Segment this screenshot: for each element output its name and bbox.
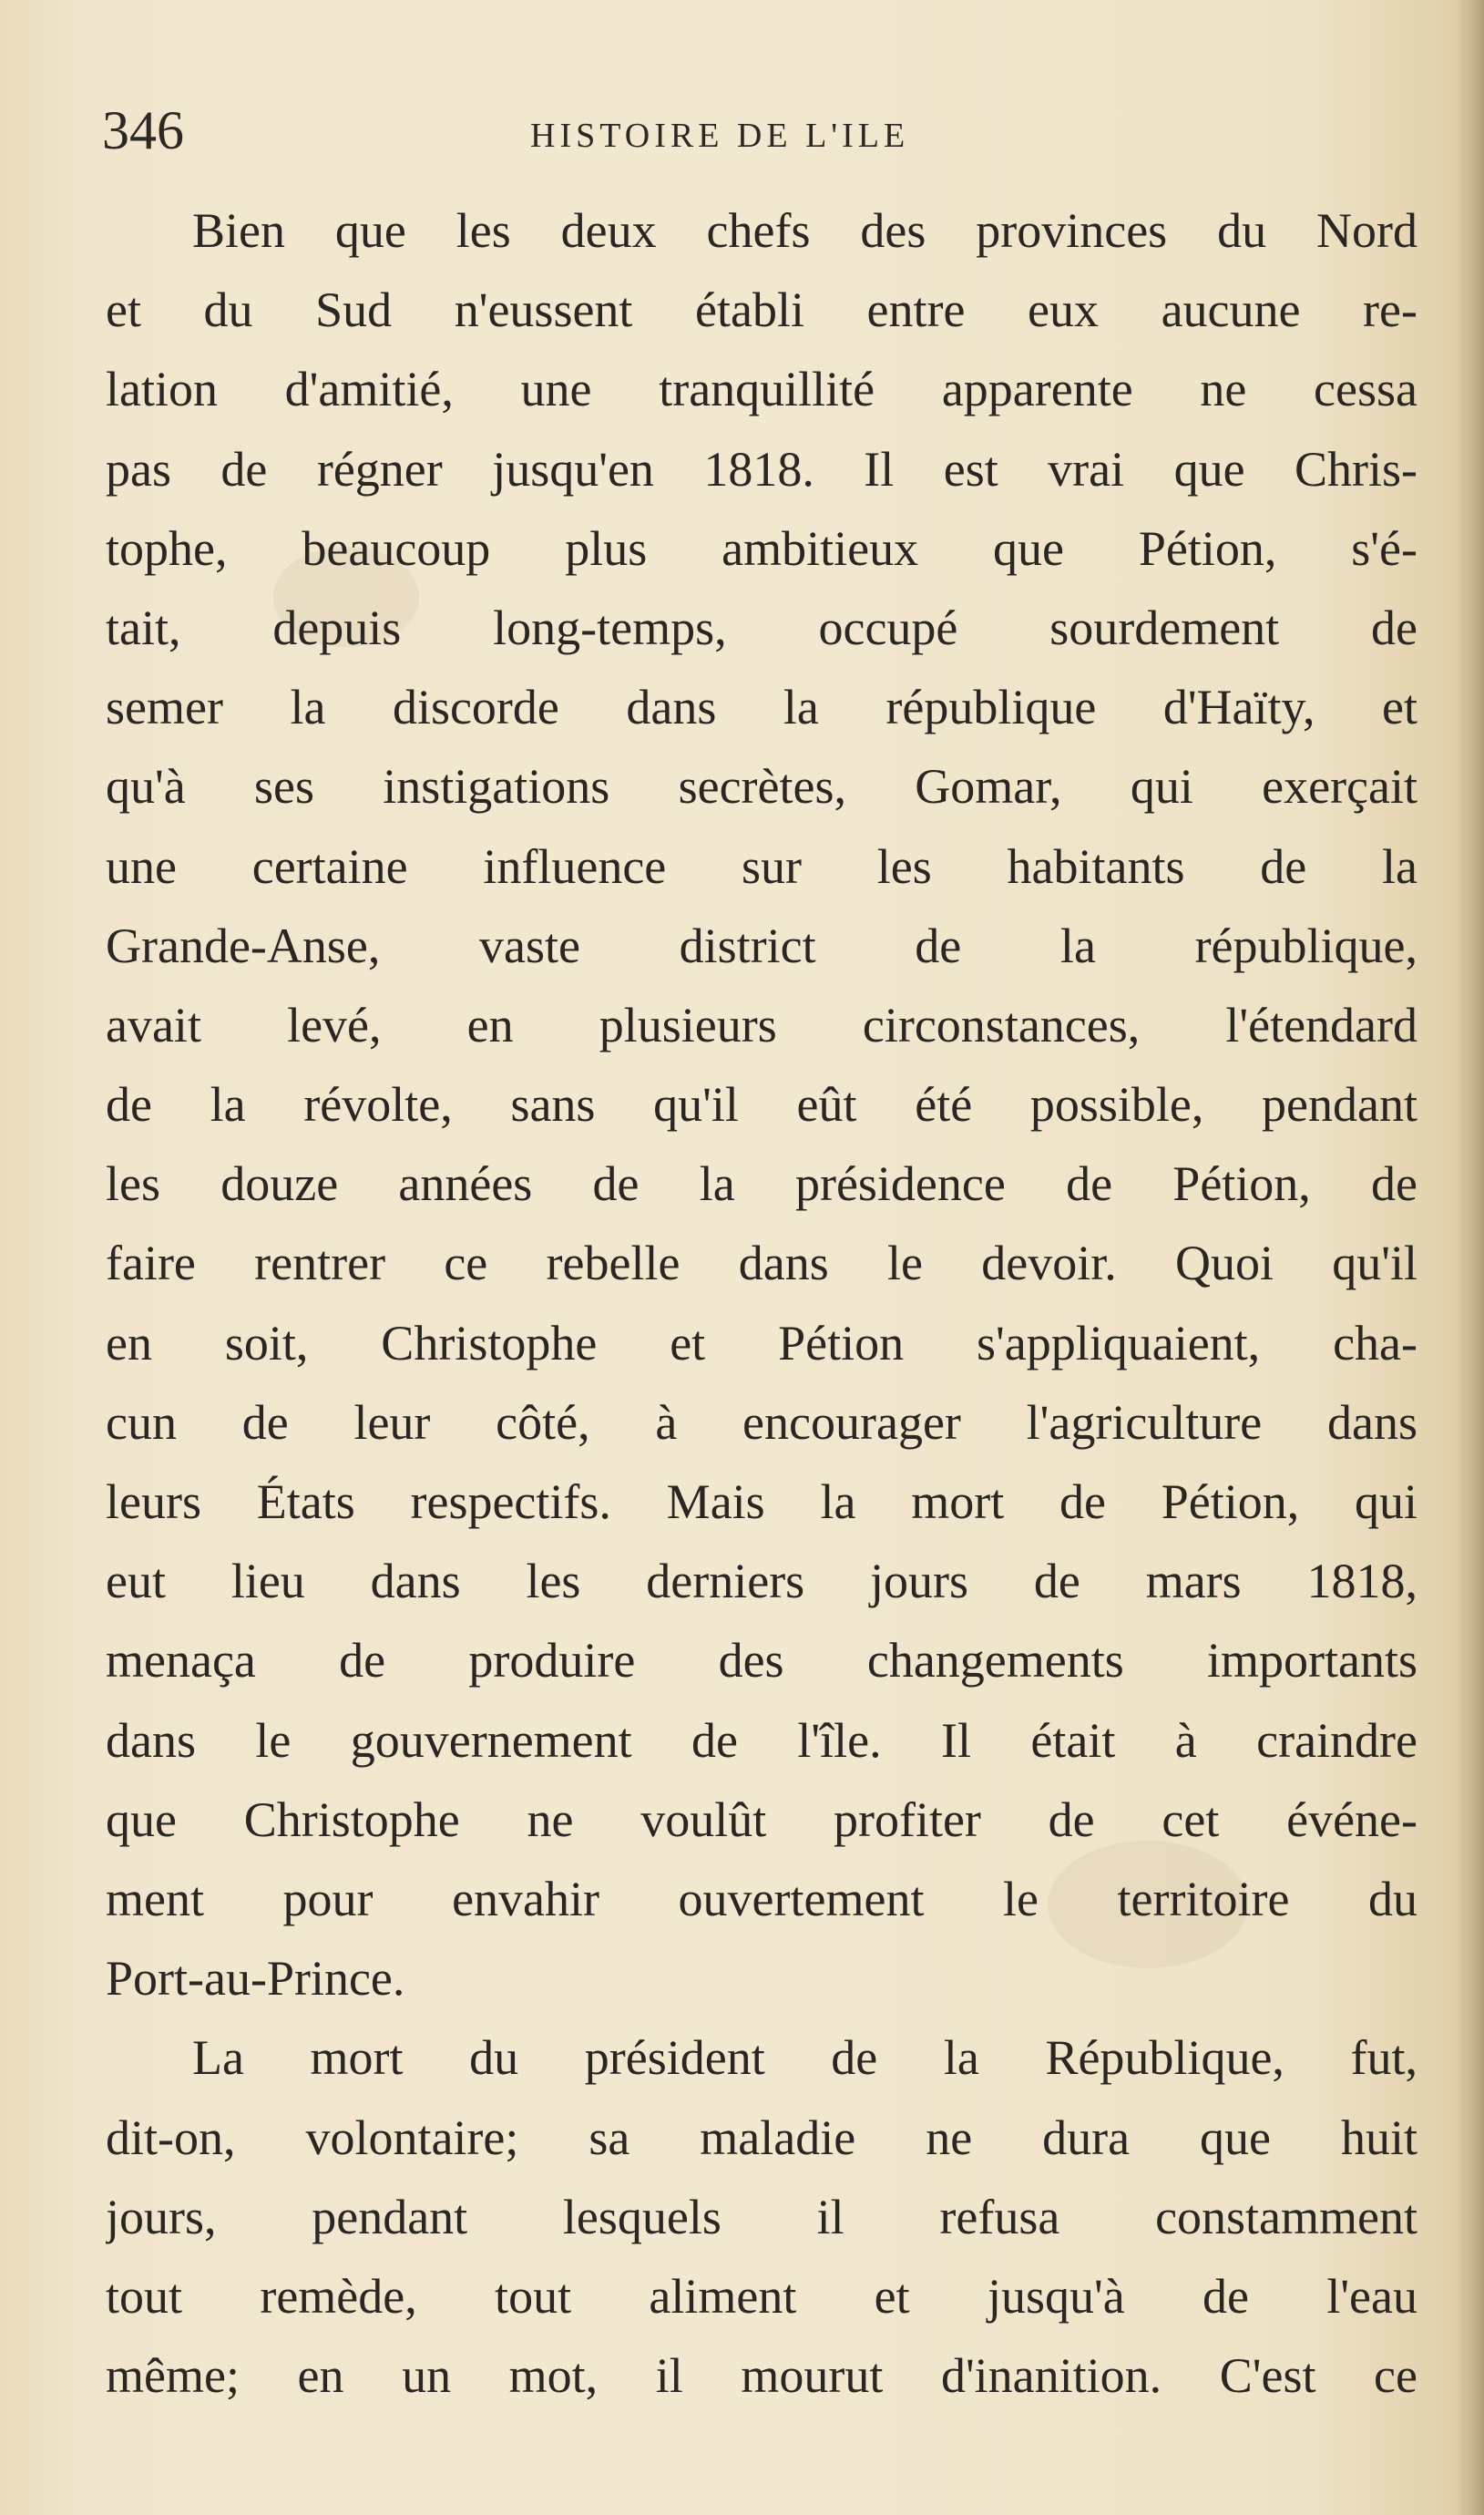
body-text bbox=[106, 191, 1417, 2416]
text-line: dit-on, volontaire; sa maladie ne dura que huit bbox=[106, 2110, 1417, 2165]
text-line: ment pour envahir ouvertement le territoire du bbox=[106, 1871, 1417, 1926]
text-line: menaça de produire des changements importants bbox=[106, 1633, 1417, 1689]
text-line: et du Sud n'eussent établi entre eux aucune re- bbox=[106, 282, 1417, 338]
text-line: Grande-Anse, vaste district de la république, bbox=[106, 918, 1417, 973]
text-line: La mort du président de la République, fut, bbox=[192, 2030, 1417, 2086]
paragraph bbox=[106, 2018, 1417, 2416]
text-line: faire rentrer ce rebelle dans le devoir. Quoi qu'il bbox=[106, 1236, 1417, 1291]
text-line: de la révolte, sans qu'il eût été possible, pendant bbox=[106, 1077, 1417, 1133]
text-line: Port-au-Prince. bbox=[106, 1951, 405, 2007]
text-line: tait, depuis long-temps, occupé sourdement de bbox=[106, 600, 1417, 655]
text-line: semer la discorde dans la république d'Haïty, et bbox=[106, 680, 1417, 735]
text-line: cun de leur côté, à encourager l'agriculture dans bbox=[106, 1394, 1417, 1450]
text-line: dans le gouvernement de l'île. Il était à craindre bbox=[106, 1712, 1417, 1768]
text-line: les douze années de la présidence de Pétion, de bbox=[106, 1156, 1417, 1212]
text-line: tout remède, tout aliment et jusqu'à de l'eau bbox=[106, 2268, 1417, 2324]
text-line: lation d'amitié, une tranquillité apparente ne cessa bbox=[106, 362, 1417, 417]
text-line: en soit, Christophe et Pétion s'appliquaient, cha- bbox=[106, 1315, 1417, 1370]
text-line: pas de régner jusqu'en 1818. Il est vrai que Chris- bbox=[106, 441, 1417, 497]
paragraph bbox=[106, 191, 1417, 2018]
text-line: même; en un mot, il mourut d'inanition. C'est ce bbox=[106, 2348, 1417, 2404]
text-line: jours, pendant lesquels il refusa constamment bbox=[106, 2189, 1417, 2244]
running-head: HISTOIRE DE L'ILE bbox=[530, 117, 910, 155]
page-number: 346 bbox=[102, 100, 184, 160]
text-line: leurs États respectifs. Mais la mort de Pétion, qui bbox=[106, 1474, 1417, 1529]
text-line: tophe, beaucoup plus ambitieux que Pétion, s'é- bbox=[106, 520, 1417, 576]
page-edge-shadow bbox=[1457, 0, 1484, 2515]
text-line: avait levé, en plusieurs circonstances, l'étendard bbox=[106, 997, 1417, 1052]
text-line: Bien que les deux chefs des provinces du Nord bbox=[192, 203, 1417, 258]
page-header bbox=[102, 98, 1405, 171]
text-line: eut lieu dans les derniers jours de mars 1818, bbox=[106, 1554, 1417, 1609]
text-line: que Christophe ne voulût profiter de cet événe- bbox=[106, 1791, 1417, 1847]
text-line: qu'à ses instigations secrètes, Gomar, qui exerçait bbox=[106, 759, 1417, 815]
text-line: une certaine influence sur les habitants de la bbox=[106, 838, 1417, 894]
